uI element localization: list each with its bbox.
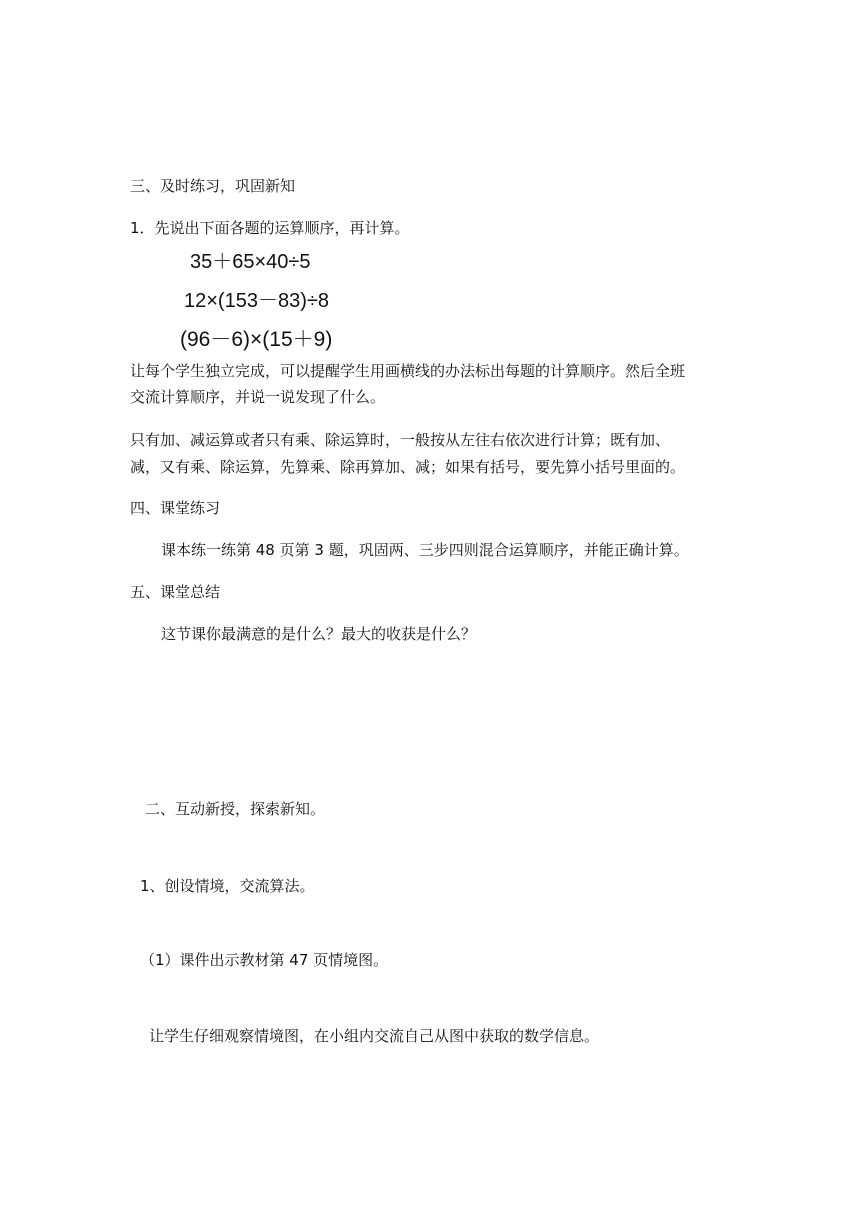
section2-instruction: 让学生仔细观察情境图，在小组内交流自己从图中获取的数学信息。 (149, 1027, 600, 1045)
section2-subheading-1: 1、创设情境，交流算法。 (140, 877, 315, 895)
section3-heading: 三、及时练习，巩固新知 (130, 177, 296, 195)
formula-3: (96－6)×(15＋9) (180, 328, 333, 351)
exercise1-instruction: 1．先说出下面各题的运算顺序，再计算。 (130, 219, 410, 237)
section4-heading: 四、课堂练习 (130, 499, 221, 517)
teaching-note-line-1: 让每个学生独立完成，可以提醒学生用画横线的办法标出每题的计算顺序。然后全班 (130, 362, 686, 380)
teaching-note-line-2: 交流计算顺序，并说一说发现了什么。 (130, 388, 386, 406)
rule-line-1: 只有加、减运算或者只有乘、除运算时，一般按从左往右依次进行计算；既有加、 (130, 431, 671, 449)
section5-heading: 五、课堂总结 (130, 583, 221, 601)
formula-1: 35＋65×40÷5 (190, 251, 311, 273)
section2-heading: 二、互动新授，探索新知。 (145, 800, 326, 818)
section5-content: 这节课你最满意的是什么？最大的收获是什么？ (161, 625, 477, 643)
rule-line-2: 减，又有乘、除运算，先算乘、除再算加、减；如果有括号，要先算小括号里面的。 (130, 458, 686, 476)
formula-2: 12×(153－83)÷8 (184, 290, 329, 312)
section2-subheading-1-1: （1）课件出示教材第 47 页情境图。 (140, 951, 389, 969)
section4-content: 课本练一练第 48 页第 3 题，巩固两、三步四则混合运算顺序，并能正确计算。 (161, 541, 689, 559)
